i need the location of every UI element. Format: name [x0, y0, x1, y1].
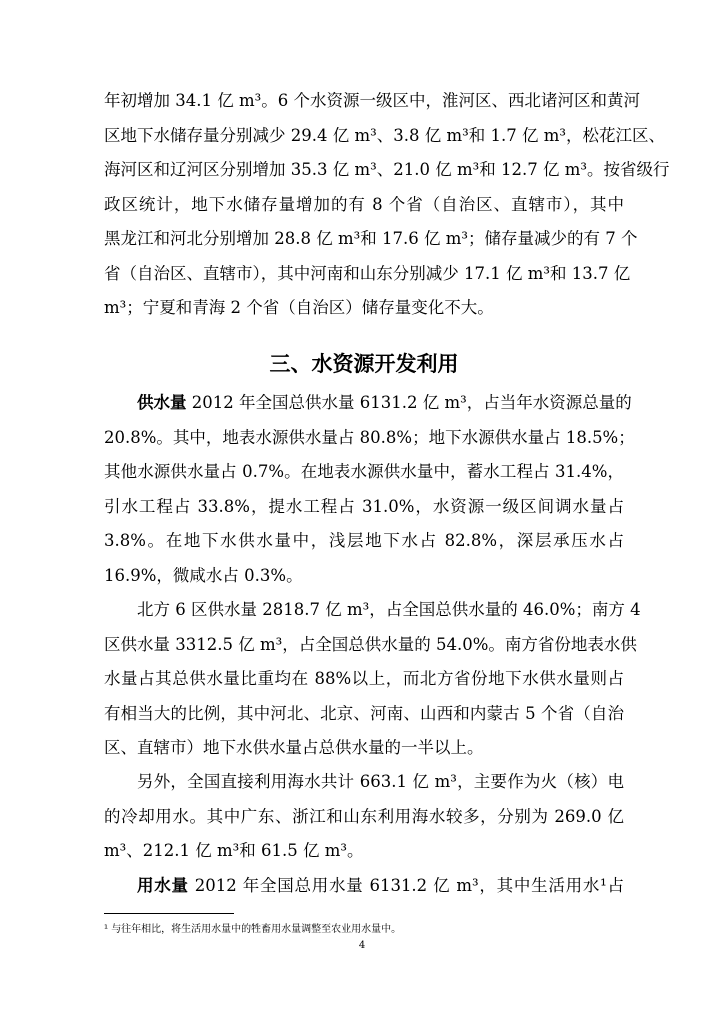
text-line: 有相当大的比例，其中河北、北京、河南、山西和内蒙古 5 个省（自治 [104, 703, 624, 723]
text-span: 2012 年全国总供水量 6131.2 亿 m³，占当年水资源总量的 [186, 393, 632, 412]
text-line: 引水工程占 33.8%，提水工程占 31.0%，水资源一级区间调水量占 [104, 496, 624, 516]
paragraph-groundwater [104, 84, 670, 326]
text-line: 区供水量 3312.5 亿 m³，占全国总供水量的 54.0%。南方省份地表水供 [104, 634, 637, 654]
text-line: 水量占其总供水量比重均在 88%以上，而北方省份地下水供水量则占 [104, 669, 624, 688]
footnote: ¹ 与往年相比，将生活用水量中的牲畜用水量调整至农业用水量中。 [104, 924, 402, 935]
text-line: 16.9%，微咸水占 0.3%。 [104, 565, 303, 585]
paragraph-water-use [104, 869, 624, 904]
text-line: m³；宁夏和青海 2 个省（自治区）储存量变化不大。 [104, 298, 494, 317]
text-line: 黑龙江和河北分别增加 28.8 亿 m³和 17.6 亿 m³；储存量减少的有 7 个 [104, 229, 638, 248]
text-line: 海河区和辽河区分别增加 35.3 亿 m³、21.0 亿 m³和 12.7 亿 m³。按省级行 [104, 160, 670, 179]
section-heading: 三、水资源开发利用 [269, 352, 459, 376]
text-line [104, 386, 632, 421]
text-line: 年初增加 34.1 亿 m³。6 个水资源一级区中，淮河区、西北诸河区和黄河 [104, 91, 640, 110]
text-line [104, 869, 624, 904]
text-line: 另外，全国直接利用海水共计 663.1 亿 m³，主要作为火（核）电 [137, 772, 624, 791]
text-span: 2012 年全国总用水量 6131.2 亿 m³，其中生活用水¹占 [188, 876, 625, 895]
text-line: 北方 6 区供水量 2818.7 亿 m³，占全国总供水量的 46.0%；南方 4 [137, 600, 641, 619]
text-line: 政区统计，地下水储存量增加的有 8 个省（自治区、直辖市），其中 [104, 194, 624, 214]
text-line: 区地下水储存量分别减少 29.4 亿 m³、3.8 亿 m³和 1.7 亿 m³，松花江区、 [104, 125, 665, 145]
text-line: 20.8%。其中，地表水源供水量占 80.8%；地下水源供水量占 18.5%； [104, 427, 635, 447]
paragraph-seawater [104, 765, 624, 869]
term-water-use: 用水量 [137, 876, 189, 895]
text-line: 的冷却用水。其中广东、浙江和山东利用海水较多，分别为 269.0 亿 [104, 806, 624, 826]
term-water-supply: 供水量 [137, 393, 187, 412]
page-number: 4 [358, 940, 366, 951]
text-line: 其他水源供水量占 0.7%。在地表水源供水量中，蓄水工程占 31.4%， [104, 462, 624, 481]
paragraph-north-south [104, 593, 641, 766]
paragraph-water-supply [104, 386, 635, 593]
footnote-divider [104, 913, 234, 914]
text-line: 省（自治区、直辖市），其中河南和山东分别减少 17.1 亿 m³和 13.7 亿 [104, 263, 631, 283]
text-line: 区、直辖市）地下水供水量占总供水量的一半以上。 [104, 738, 484, 757]
text-line: m³、212.1 亿 m³和 61.5 亿 m³。 [104, 841, 364, 860]
text-line: 3.8%。在地下水供水量中，浅层地下水占 82.8%，深层承压水占 [104, 531, 624, 550]
